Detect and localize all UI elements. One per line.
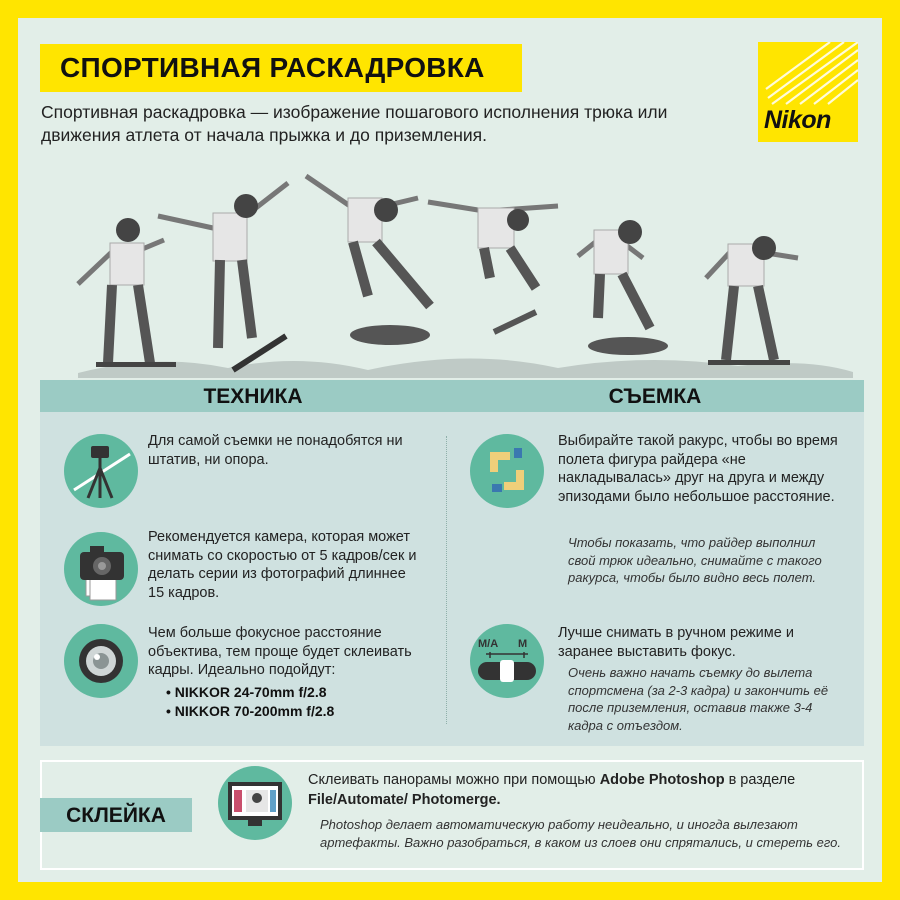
skater-frame-3 <box>306 176 430 345</box>
shooting-note-1: Чтобы показать, что райдер выполнил свой трюк идеально, снимайте с такого ракурса, чтобы было видно весь полет. <box>568 535 822 585</box>
lens-2-name: NIKKOR 70-200mm f/2.8 <box>174 703 335 719</box>
stitching-title: СКЛЕЙКА <box>40 798 192 832</box>
skater-frame-1 <box>78 218 176 367</box>
skater-frame-5 <box>578 220 668 355</box>
focus-mode-switch-icon <box>470 624 544 698</box>
lens-1-name: NIKKOR 24-70mm f/2.8 <box>174 684 327 700</box>
lens-bullet-1: • NIKKOR 24-70mm f/2.8 <box>166 684 327 700</box>
page-title: СПОРТИВНАЯ РАСКАДРОВКА <box>60 52 485 83</box>
photoshop-screen-icon <box>218 766 292 840</box>
camera-burst-icon <box>64 532 138 606</box>
skater-frame-2 <box>158 183 288 370</box>
photomerge-menu-path: File/Automate/ Photomerge. <box>308 792 501 808</box>
lens-icon <box>64 624 138 698</box>
switch-ma-label: M/A <box>478 638 499 650</box>
photoshop-app-name: Adobe Photoshop <box>599 772 725 788</box>
lens-bullet-2: • NIKKOR 70-200mm f/2.8 <box>166 703 335 719</box>
framing-hands-icon <box>470 434 544 508</box>
technique-title: ТЕХНИКА <box>203 385 303 408</box>
technique-item-3: Чем больше фокусное расстояние объектива, тем проще будет склеивать кадры. Идеально подойдут: <box>148 625 412 678</box>
skater-frame-6 <box>706 236 798 365</box>
skater-sequence-illustration <box>38 148 868 378</box>
technique-item-1: Для самой съемки не понадобятся ни штатив, ни опора. <box>148 433 403 468</box>
skater-frame-4 <box>428 202 558 332</box>
nikon-logo <box>758 42 858 142</box>
logo-wordmark: Nikon <box>764 106 831 134</box>
shooting-note-2: Очень важно начать съемку до вылета спортсмена (за 2-3 кадра) и закончить её после приземления, оставив также 3-4 кадра с отъездом. <box>568 665 829 733</box>
technique-item-2: Рекомендуется камера, которая может снимать со скоростью от 5 кадров/сек и делать серии из фотографий длиннее 15 кадров. <box>148 529 417 601</box>
shooting-item-2: Лучше снимать в ручном режиме и заранее выставить фокус. <box>558 625 794 660</box>
stitching-text-mid: в разделе <box>724 772 796 788</box>
stitching-text <box>308 770 848 810</box>
intro-text: Спортивная раскадровка — изображение пошагового исполнения трюка или движения атлета от начала прыжка и до приземления. <box>41 102 668 145</box>
switch-m-label: M <box>518 638 528 650</box>
shooting-item-1: Выбирайте такой ракурс, чтобы во время полета фигура райдера «не накладывалась» друг на друга и между эпизодами было небольшое расстояние. <box>558 433 838 505</box>
shooting-title: СЪЕМКА <box>608 385 702 408</box>
tripod-icon <box>64 434 138 508</box>
column-divider <box>446 436 447 724</box>
infographic-panel <box>18 18 882 882</box>
stitching-text-pre: Склеивать панорамы можно при помощью <box>308 772 600 788</box>
stitching-note: Photoshop делает автоматическую работу неидеально, и иногда вылезают артефакты. Важно разобраться, в каком из слоев они спрятались, и стереть его. <box>320 817 841 850</box>
